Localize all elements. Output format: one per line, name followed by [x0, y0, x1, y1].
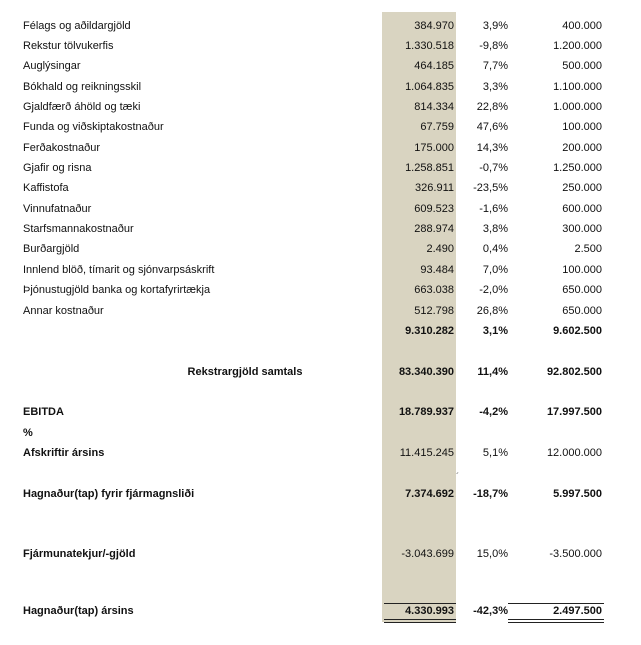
change-percent: 3,8% — [482, 223, 508, 235]
table-row — [0, 262, 641, 278]
ebitda-label: EBITDA — [23, 406, 64, 418]
ebit-change: -18,7% — [473, 488, 508, 500]
ebitda-row — [0, 404, 641, 420]
financial-label: Fjármunatekjur/-gjöld — [23, 548, 136, 560]
table-row — [0, 119, 641, 135]
change-percent: -2,0% — [479, 284, 508, 296]
percent-label: % — [23, 427, 33, 439]
financial-change: 15,0% — [476, 548, 508, 560]
actual-value: 175.000 — [414, 142, 454, 154]
actual-value: 288.974 — [414, 223, 454, 235]
operating-total-value: 83.340.390 — [398, 366, 454, 378]
budget-value: 200.000 — [562, 142, 602, 154]
change-percent: 26,8% — [476, 305, 508, 317]
budget-value: 650.000 — [562, 284, 602, 296]
table-row — [0, 221, 641, 237]
row-label: Kaffistofa — [23, 182, 69, 194]
budget-value: 1.200.000 — [553, 40, 602, 52]
change-percent: 0,4% — [482, 243, 508, 255]
subtotal-change: 3,1% — [482, 325, 508, 337]
ebitda-value: 18.789.937 — [398, 406, 454, 418]
net-result-change: -42,3% — [473, 605, 508, 617]
table-row — [0, 241, 641, 257]
change-percent: -0,7% — [479, 162, 508, 174]
ebitda-budget: 17.997.500 — [546, 406, 602, 418]
budget-value: 2.500 — [574, 243, 602, 255]
table-row — [0, 58, 641, 74]
percent-row — [0, 425, 641, 441]
ebit-budget: 5.997.500 — [553, 488, 602, 500]
financial-budget: -3.500.000 — [549, 548, 602, 560]
change-percent: -23,5% — [473, 182, 508, 194]
net-result-budget-double-underline — [508, 619, 604, 623]
ebit-value: 7.374.692 — [405, 488, 454, 500]
change-percent: -9,8% — [479, 40, 508, 52]
row-label: Bókhald og reikningsskil — [23, 81, 142, 93]
actual-value: 93.484 — [420, 264, 454, 276]
subtotal-value: 9.310.282 — [405, 325, 454, 337]
row-label: Starfsmannakostnaður — [23, 223, 134, 235]
change-percent: 3,3% — [482, 81, 508, 93]
depreciation-value: 11.415.245 — [399, 447, 454, 459]
budget-value: 600.000 — [562, 203, 602, 215]
change-percent: 14,3% — [476, 142, 508, 154]
operating-total-row — [0, 364, 641, 380]
net-result-row — [0, 603, 641, 619]
change-percent: 3,9% — [482, 20, 508, 32]
operating-total-change: 11,4% — [477, 366, 508, 378]
table-row — [0, 18, 641, 34]
budget-value: 1.000.000 — [553, 101, 602, 113]
actual-value: 814.334 — [414, 101, 454, 113]
change-percent: 22,8% — [476, 101, 508, 113]
net-result-label: Hagnaður(tap) ársins — [23, 605, 134, 617]
row-label: Annar kostnaður — [23, 305, 104, 317]
row-label: Gjafir og risna — [23, 162, 92, 174]
table-row — [0, 160, 641, 176]
actual-value: 1.330.518 — [405, 40, 454, 52]
row-label: Gjaldfærð áhöld og tæki — [23, 101, 141, 113]
budget-value: 100.000 — [562, 121, 602, 133]
actual-value: 1.064.835 — [405, 81, 454, 93]
actual-value: 67.759 — [420, 121, 454, 133]
ebit-label: Hagnaður(tap) fyrir fjármagnsliði — [23, 488, 195, 500]
ebit-row — [0, 486, 641, 502]
actual-value: 384.970 — [414, 20, 454, 32]
net-result-double-underline — [384, 619, 456, 623]
financial-value: -3.043.699 — [401, 548, 454, 560]
budget-value: 500.000 — [562, 60, 602, 72]
depreciation-change: 5,1% — [482, 447, 508, 459]
row-label: Innlend blöð, tímarit og sjónvarpsáskrift — [23, 264, 215, 276]
actual-value: 326.911 — [415, 182, 454, 194]
table-row — [0, 180, 641, 196]
table-row — [0, 79, 641, 95]
operating-total-label: Rekstrargjöld samtals — [187, 366, 303, 378]
depreciation-label: Afskriftir ársins — [23, 447, 105, 459]
row-label: Vinnufatnaður — [23, 203, 92, 215]
change-percent: 47,6% — [476, 121, 508, 133]
subtotal-budget: 9.602.500 — [553, 325, 602, 337]
table-row — [0, 303, 641, 319]
row-label: Ferðakostnaður — [23, 142, 101, 154]
budget-value: 1.250.000 — [553, 162, 602, 174]
stray-mark: ´ — [456, 472, 460, 483]
row-label: Auglýsingar — [23, 60, 81, 72]
actual-value: 663.038 — [414, 284, 454, 296]
budget-value: 650.000 — [562, 305, 602, 317]
budget-value: 400.000 — [562, 20, 602, 32]
actual-value: 1.258.851 — [405, 162, 454, 174]
ebitda-change: -4,2% — [479, 406, 508, 418]
budget-value: 1.100.000 — [553, 81, 602, 93]
actual-value: 609.523 — [414, 203, 454, 215]
table-row — [0, 282, 641, 298]
change-percent: 7,7% — [482, 60, 508, 72]
net-result-value: 4.330.993 — [405, 605, 454, 617]
actual-value: 512.798 — [414, 305, 454, 317]
budget-value: 300.000 — [562, 223, 602, 235]
table-row — [0, 38, 641, 54]
actual-value: 2.490 — [426, 243, 454, 255]
depreciation-budget: 12.000.000 — [546, 447, 602, 459]
row-label: Burðargjöld — [23, 243, 80, 255]
financial-row — [0, 546, 641, 562]
net-result-budget: 2.497.500 — [553, 605, 602, 617]
subtotal-row — [0, 323, 641, 339]
actual-value: 464.185 — [414, 60, 454, 72]
depreciation-row — [0, 445, 641, 461]
table-row — [0, 140, 641, 156]
change-percent: 7,0% — [482, 264, 508, 276]
budget-value: 100.000 — [562, 264, 602, 276]
table-row — [0, 99, 641, 115]
budget-value: 250.000 — [562, 182, 602, 194]
change-percent: -1,6% — [479, 203, 508, 215]
table-row — [0, 201, 641, 217]
operating-total-budget: 92.802.500 — [546, 366, 602, 378]
row-label: Þjónustugjöld banka og kortafyrirtækja — [23, 284, 211, 296]
row-label: Funda og viðskiptakostnaður — [23, 121, 164, 133]
row-label: Félags og aðildargjöld — [23, 20, 131, 32]
row-label: Rekstur tölvukerfis — [23, 40, 114, 52]
